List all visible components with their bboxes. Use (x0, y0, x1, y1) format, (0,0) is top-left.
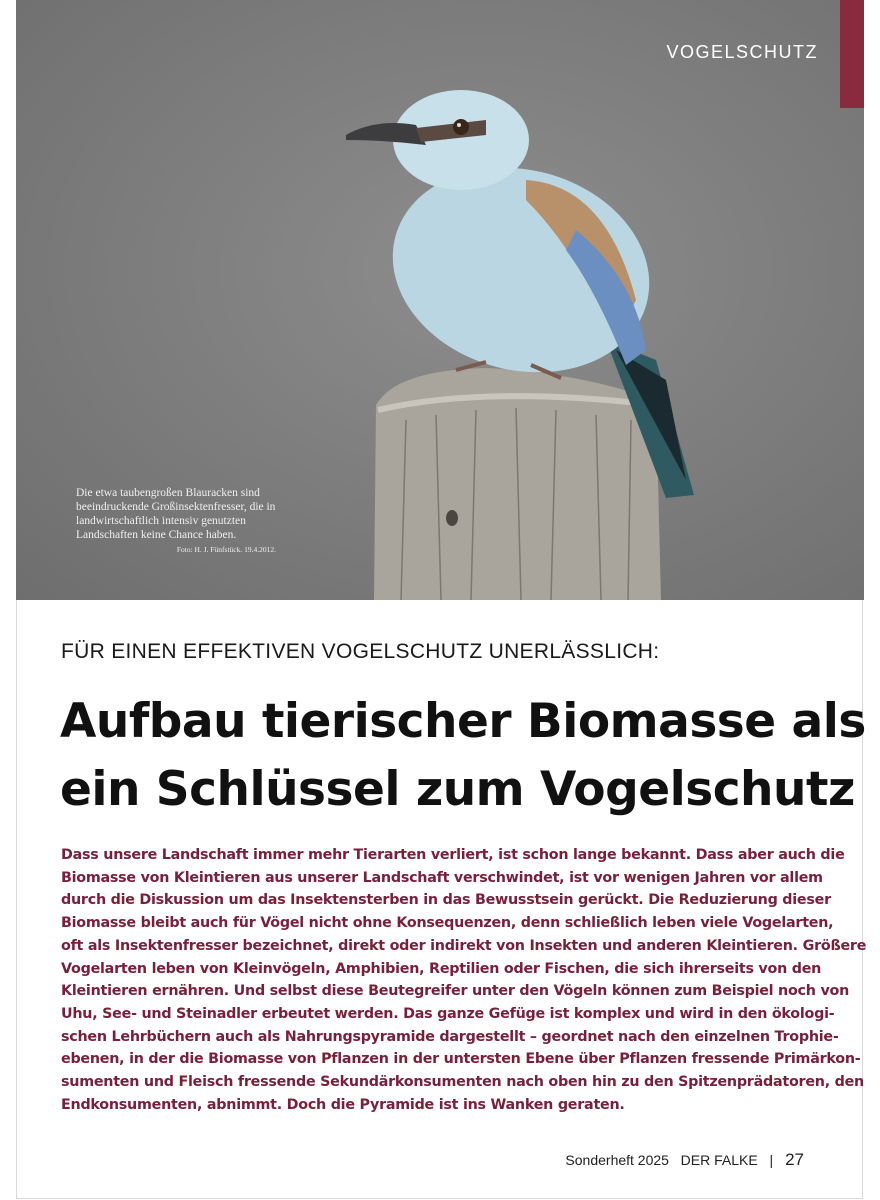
article-title (60, 688, 866, 824)
title-line-1: Aufbau tierischer Biomasse als (60, 694, 866, 749)
intro-line: Biomasse von Kleintieren aus unserer Landschaft verschwindet, ist vor wenigen Jahren vor allem (61, 869, 823, 886)
section-color-tab (840, 0, 864, 108)
photo-credit: Foto: H. J. Fünfstück. 19.4.2012. (176, 545, 276, 554)
page-number: 27 (785, 1150, 804, 1169)
article-kicker: FÜR EINEN EFFEKTIVEN VOGELSCHUTZ UNERLÄSSLICH: (61, 640, 660, 663)
section-label: VOGELSCHUTZ (666, 42, 818, 62)
intro-line: Uhu, See- und Steinadler erbeutet werden. Das ganze Gefüge ist komplex und wird in den ökologi- (61, 1005, 835, 1022)
page-footer (565, 1150, 804, 1170)
roller-bird-photo (16, 0, 864, 600)
intro-line: Kleintieren ernähren. Und selbst diese Beutegreifer unter den Vögeln können zum Beispiel noch von (61, 983, 850, 1000)
intro-line: durch die Diskussion um das Insektensterben in das Bewusstsein gerückt. Die Reduzierung dieser (61, 892, 831, 909)
intro-line: oft als Insektenfresser bezeichnet, direkt oder indirekt von Insekten und anderen Kleintieren. Größere (61, 937, 867, 954)
intro-line: sumenten und Fleisch fressende Sekundärkonsumenten nach oben hin zu den Spitzenprädatoren, den (61, 1074, 864, 1091)
caption-text: Die etwa taubengroßen Blauracken sind beeindruckende Großinsektenfresser, die in landwirtschaftlich intensiv genutzten Landschaften keine Chance haben. (76, 487, 276, 541)
article-intro (61, 844, 867, 1116)
intro-line: schen Lehrbüchern auch als Nahrungspyramide dargestellt – geordnet nach den einzelnen Trophie- (61, 1028, 839, 1045)
title-line-2: ein Schlüssel zum Vogelschutz (60, 762, 855, 817)
intro-line: Vogelarten leben von Kleinvögeln, Amphibien, Reptilien oder Fischen, die sich ihrerseits von den (61, 960, 822, 977)
intro-line: ebenen, in der die Biomasse von Pflanzen in der untersten Ebene über Pflanzen fressende Primärkon- (61, 1051, 861, 1068)
footer-separator: | (769, 1152, 774, 1168)
intro-line: Biomasse bleibt auch für Vögel nicht ohne Konsequenzen, denn schließlich leben viele Vogelarten, (61, 915, 834, 932)
photo-caption (76, 486, 276, 557)
footer-magazine: DER FALKE (680, 1152, 758, 1168)
intro-line: Dass unsere Landschaft immer mehr Tierarten verliert, ist schon lange bekannt. Dass aber auch die (61, 847, 845, 863)
intro-line: Endkonsumenten, abnimmt. Doch die Pyramide ist ins Wanken geraten. (61, 1096, 625, 1113)
footer-issue: Sonderheft 2025 (565, 1152, 669, 1168)
